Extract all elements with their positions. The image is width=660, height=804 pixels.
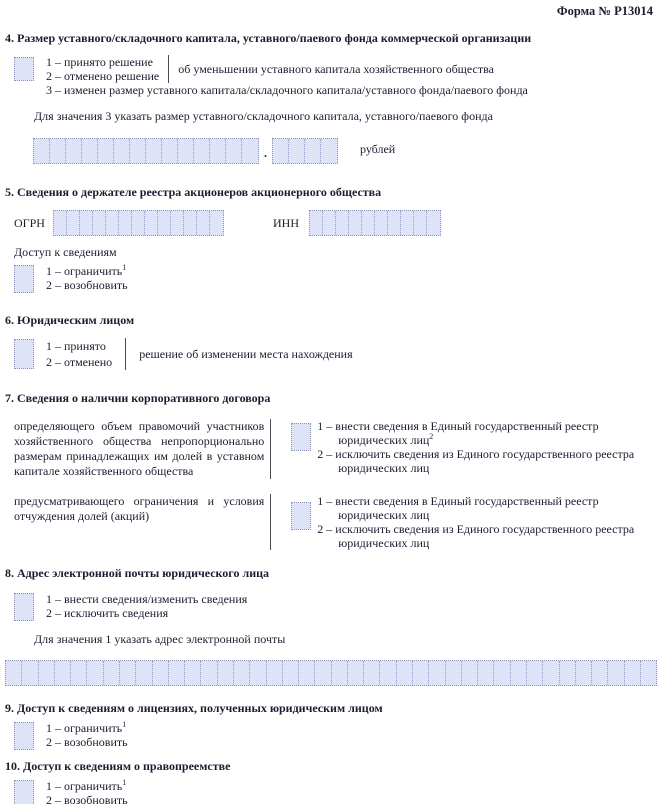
option-remove-from-egrul: 2 – исключить сведения из Единого государственного реестра юридических лиц [317,447,635,475]
input-cell[interactable] [130,139,146,163]
section-8-hint: Для значения 1 указать адрес электронной почты [34,632,286,646]
footnote-mark: 1 [122,263,127,272]
inn-field[interactable] [309,210,441,236]
input-cell[interactable] [388,211,401,235]
section9-access-checkbox[interactable] [14,722,34,750]
section-5 [5,185,655,293]
section10-access-checkbox[interactable] [14,780,34,804]
input-cell[interactable] [310,211,323,235]
input-cell[interactable] [362,211,375,235]
row1-options [317,419,655,479]
inn-label: ИНН [273,215,299,230]
input-cell[interactable] [93,211,106,235]
input-cell[interactable] [119,211,132,235]
input-cell[interactable] [315,661,331,685]
row2-options [317,494,655,550]
section8-email-checkbox[interactable] [14,593,34,621]
input-cell[interactable] [267,661,283,685]
section-4-decision-block [14,55,655,97]
input-cell[interactable] [201,661,217,685]
input-cell[interactable] [429,661,445,685]
input-cell[interactable] [305,139,321,163]
capital-integer-field[interactable] [33,138,259,164]
option-restrict [46,721,128,735]
section-8-title: 8. Адрес электронной почты юридического лица [5,566,270,580]
section-6-decision-block [14,338,655,370]
section-4 [5,31,655,164]
input-cell[interactable] [494,661,510,685]
input-cell[interactable] [273,139,289,163]
input-cell[interactable] [54,211,67,235]
input-cell[interactable] [299,661,315,685]
input-cell[interactable] [114,139,130,163]
input-cell[interactable] [641,661,656,685]
decimal-point: . [264,146,267,160]
section6-decision-checkbox[interactable] [14,339,34,369]
section-6-options-12 [46,338,112,370]
section-4-options-12 [46,55,159,83]
corporate-agreement-row-2 [14,494,655,550]
form-number: Форма № Р13014 [556,4,653,18]
section-10-access-block [14,779,655,804]
input-cell[interactable] [527,661,543,685]
section-10 [5,759,655,804]
input-cell[interactable] [197,211,210,235]
input-cell[interactable] [158,211,171,235]
section-4-options-top [46,55,528,83]
option-restrict [46,779,128,793]
input-cell[interactable] [625,661,641,685]
input-cell[interactable] [511,661,527,685]
input-cell[interactable] [321,139,337,163]
input-cell[interactable] [348,661,364,685]
footnote-mark: 1 [122,778,127,787]
option-restrict-text: 1 – ограничить [46,779,123,793]
section-5-title: 5. Сведения о держателе реестра акционеров акционерного общества [5,185,382,199]
input-cell[interactable] [104,661,120,685]
divider-line [168,55,169,83]
footnote-mark: 2 [429,432,434,441]
input-cell[interactable] [446,661,462,685]
input-cell[interactable] [576,661,592,685]
input-cell[interactable] [397,661,413,685]
section-4-title: 4. Размер уставного/складочного капитала, уставного/паевого фонда коммерческой организации [5,31,532,45]
section7-row2-checkbox[interactable] [291,502,311,530]
input-cell[interactable] [50,139,66,163]
option-remove-from-egrul: 2 – исключить сведения из Единого государственного реестра юридических лиц [317,522,635,550]
input-cell[interactable] [66,139,82,163]
input-cell[interactable] [234,661,250,685]
input-cell[interactable] [375,211,388,235]
section-8-email-block [14,592,655,621]
option-restrict-text: 1 – ограничить [46,264,123,278]
input-cell[interactable] [427,211,440,235]
row1-description: определяющего объем правомочий участников хозяйственного общества непропорционально размерам принадлежащих им долей в уставном капитале хозяйственного общества [14,419,265,478]
row2-description: предусматривающего ограничения и условия отчуждения долей (акций) [14,494,265,523]
section-4-side-text: об уменьшении уставного капитала хозяйственного общества [178,61,494,76]
option-accepted: 1 – принято [46,339,106,353]
input-cell[interactable] [67,211,80,235]
input-cell[interactable] [120,661,136,685]
divider-line [270,419,271,479]
section-6-title: 6. Юридическим лицом [5,313,135,327]
section-7 [5,391,655,550]
option-changed-capital: 3 – изменен размер уставного капитала/складочного капитала/уставного фонда/паевого фонда [46,83,528,97]
input-cell[interactable] [22,661,38,685]
section-9-access-block [14,721,655,750]
input-cell[interactable] [184,211,197,235]
input-cell[interactable] [462,661,478,685]
section-4-options [46,55,528,97]
input-cell[interactable] [145,211,158,235]
input-cell[interactable] [153,661,169,685]
input-cell[interactable] [82,139,98,163]
input-cell[interactable] [55,661,71,685]
input-cell[interactable] [80,211,93,235]
access-to-info-label: Доступ к сведениям [14,245,117,259]
section5-access-checkbox[interactable] [14,265,34,293]
option-add-to-egrul: 1 – внести сведения в Единый государственный реестр юридических лиц [317,494,599,522]
capital-fraction-field[interactable] [272,138,338,164]
input-cell[interactable] [250,661,266,685]
input-cell[interactable] [106,211,119,235]
option-cancelled: 2 – отменено [46,355,113,369]
option-restrict [46,264,128,278]
corporate-agreement-row-1 [14,419,655,479]
currency-label: рублей [360,142,396,156]
input-cell[interactable] [34,139,50,163]
option-cancelled-decision: 2 – отменено решение [46,69,160,83]
section-5-options [46,264,128,292]
option-add-to-egrul-text: 1 – внести сведения в Единый государственный реестр юридических лиц [317,419,599,447]
input-cell[interactable] [289,139,305,163]
capital-amount-row [33,138,655,164]
input-cell[interactable] [323,211,336,235]
input-cell[interactable] [87,661,103,685]
section-4-hint: Для значения 3 указать размер уставного/складочного капитала, уставного/паевого фонда [34,109,493,123]
input-cell[interactable] [71,661,87,685]
ogrn-field[interactable] [53,210,224,236]
input-cell[interactable] [414,211,427,235]
input-cell[interactable] [132,211,145,235]
input-cell[interactable] [283,661,299,685]
input-cell[interactable] [169,661,185,685]
input-cell[interactable] [226,139,242,163]
divider-line [125,338,126,370]
section-6-options [46,338,353,370]
section-10-options [46,779,128,804]
section7-row1-checkbox[interactable] [291,423,311,451]
section-9-options [46,721,128,749]
input-cell[interactable] [178,139,194,163]
input-cell[interactable] [349,211,362,235]
option-accepted-decision: 1 – принято решение [46,55,153,69]
input-cell[interactable] [6,661,22,685]
section-6-side-text: решение об изменении места нахождения [139,346,353,361]
option-resume: 2 – возобновить [46,735,128,749]
option-add-change-info: 1 – внести сведения/изменить сведения [46,592,248,606]
input-cell[interactable] [592,661,608,685]
input-cell[interactable] [146,139,162,163]
option-add-to-egrul [317,419,655,447]
input-cell[interactable] [336,211,349,235]
input-cell[interactable] [171,211,184,235]
input-cell[interactable] [136,661,152,685]
input-cell[interactable] [332,661,348,685]
section-5-access-block [14,264,655,293]
input-cell[interactable] [39,661,55,685]
section-9-title: 9. Доступ к сведениям о лицензиях, полученных юридическим лицом [5,701,383,715]
input-cell[interactable] [543,661,559,685]
section4-decision-checkbox[interactable] [14,57,34,81]
input-cell[interactable] [478,661,494,685]
option-exclude-info: 2 – исключить сведения [46,606,169,620]
email-field[interactable] [5,660,657,686]
input-cell[interactable] [608,661,624,685]
section-6 [5,313,655,370]
input-cell[interactable] [242,139,258,163]
section-7-title: 7. Сведения о наличии корпоративного договора [5,391,271,405]
ogrn-label: ОГРН [14,215,45,230]
input-cell[interactable] [218,661,234,685]
input-cell[interactable] [364,661,380,685]
option-resume: 2 – возобновить [46,793,128,804]
section-10-title: 10. Доступ к сведениям о правопреемстве [5,759,231,773]
input-cell[interactable] [380,661,396,685]
input-cell[interactable] [401,211,414,235]
registry-holder-row [14,210,655,236]
input-cell[interactable] [194,139,210,163]
input-cell[interactable] [162,139,178,163]
section-8-options [46,592,247,620]
input-cell[interactable] [185,661,201,685]
divider-line [270,494,271,550]
section-8 [5,566,655,686]
section-9 [5,701,655,750]
option-restrict-text: 1 – ограничить [46,721,123,735]
input-cell[interactable] [98,139,114,163]
input-cell[interactable] [560,661,576,685]
input-cell[interactable] [210,211,223,235]
input-cell[interactable] [210,139,226,163]
input-cell[interactable] [413,661,429,685]
footnote-mark: 1 [122,720,127,729]
option-resume: 2 – возобновить [46,278,128,292]
